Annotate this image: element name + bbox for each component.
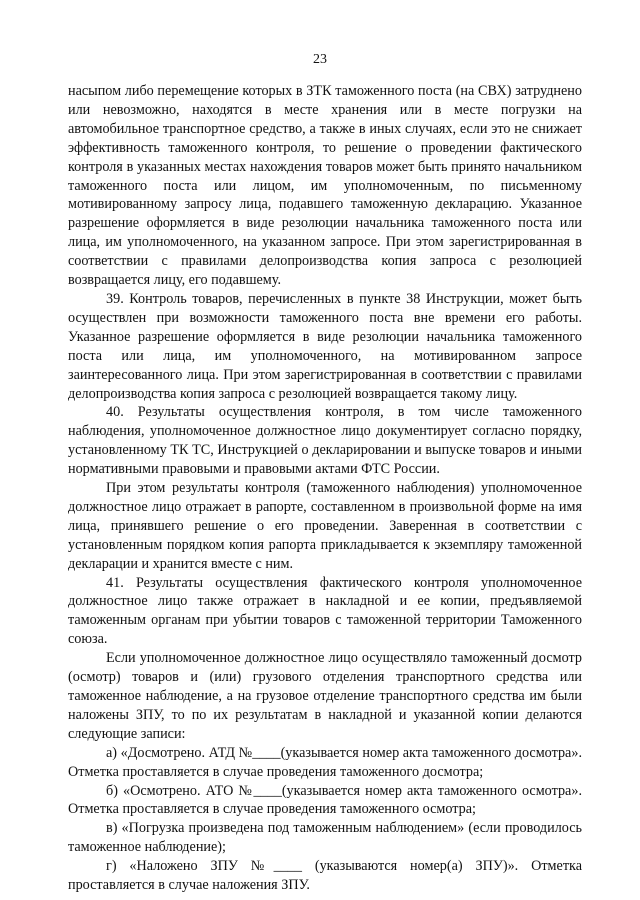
paragraph-41: 41. Результаты осуществления фактического контроля уполномоченное должностное лицо также отражает в накладной и ее копии, предъявляемой таможенным органам при убытии товаров с таможенной территории Таможенного союза. <box>68 574 582 648</box>
page-number: 23 <box>313 52 327 67</box>
paragraph-40-continued: При этом результаты контроля (таможенного наблюдения) уполномоченное должностное лицо отражает в рапорте, составленном в произвольной форме на имя лица, принявшего решение о его проведении. Заверенная в соответствии с установленным порядком копия рапорта прикладывается к экземпляру таможенной декларации и хранится вместе с ним. <box>68 480 582 572</box>
paragraph-41-continued: Если уполномоченное должностное лицо осуществляло таможенный досмотр (осмотр) товаров и (или) грузового отделения транспортного средства или таможенное наблюдение, а на грузовое отделение транспортного средства им были наложены ЗПУ, то по их результатам в накладной и указанной копии делаются следующие записи: <box>68 650 582 742</box>
list-item-v: в) «Погрузка произведена под таможенным наблюдением» (если проводилось таможенное наблюдение); <box>68 820 582 856</box>
list-item-g: г) «Наложено ЗПУ №____ (указываются номер(а) ЗПУ)». Отметка проставляется в случае наложения ЗПУ. <box>68 858 582 894</box>
paragraph-39: 39. Контроль товаров, перечисленных в пункте 38 Инструкции, может быть осуществлен при возможности таможенного поста вне времени его работы. Указанное разрешение оформляется в виде резолюции начальника таможенного поста или лица, им уполномоченного, на мотивированном запросе заинтересованного лица. При этом зарегистрированная в соответствии с правилами делопроизводства копия запроса с резолюцией возвращается такому лицу. <box>68 290 582 402</box>
document-body <box>68 82 582 895</box>
list-item-b: б) «Осмотрено. АТО №____(указывается номер акта таможенного осмотра». Отметка проставляется в случае проведения таможенного осмотра; <box>68 782 582 818</box>
paragraph-40: 40. Результаты осуществления контроля, в том числе таможенного наблюдения, уполномоченное должностное лицо документирует согласно порядку, установленному ТК ТС, Инструкцией о декларировании и выпуске товаров и иными нормативными правовыми и правовыми актами ФТС России. <box>68 404 582 478</box>
list-item-a: а) «Досмотрено. АТД №____(указывается номер акта таможенного досмотра». Отметка проставляется в случае проведения таможенного досмотра; <box>68 744 582 780</box>
paragraph-continuation: насыпом либо перемещение которых в ЗТК таможенного поста (на СВХ) затруднено или невозможно, находятся в месте хранения или в месте погрузки на автомобильное транспортное средство, а также в иных случаях, если это не снижает эффективность таможенного контроля, то решение о проведении фактического контроля в указанных местах нахождения товаров может быть принято начальником таможенного поста или лицом, им уполномоченным, по письменному мотивированному запросу лица, подавшего таможенную декларацию. Указанное разрешение оформляется в виде резолюции начальника таможенного поста или лица, им уполномоченного, на указанном запросе. При этом зарегистрированная в соответствии с правилами делопроизводства копия запроса с резолюцией возвращается лицу, его подавшему. <box>68 83 582 289</box>
